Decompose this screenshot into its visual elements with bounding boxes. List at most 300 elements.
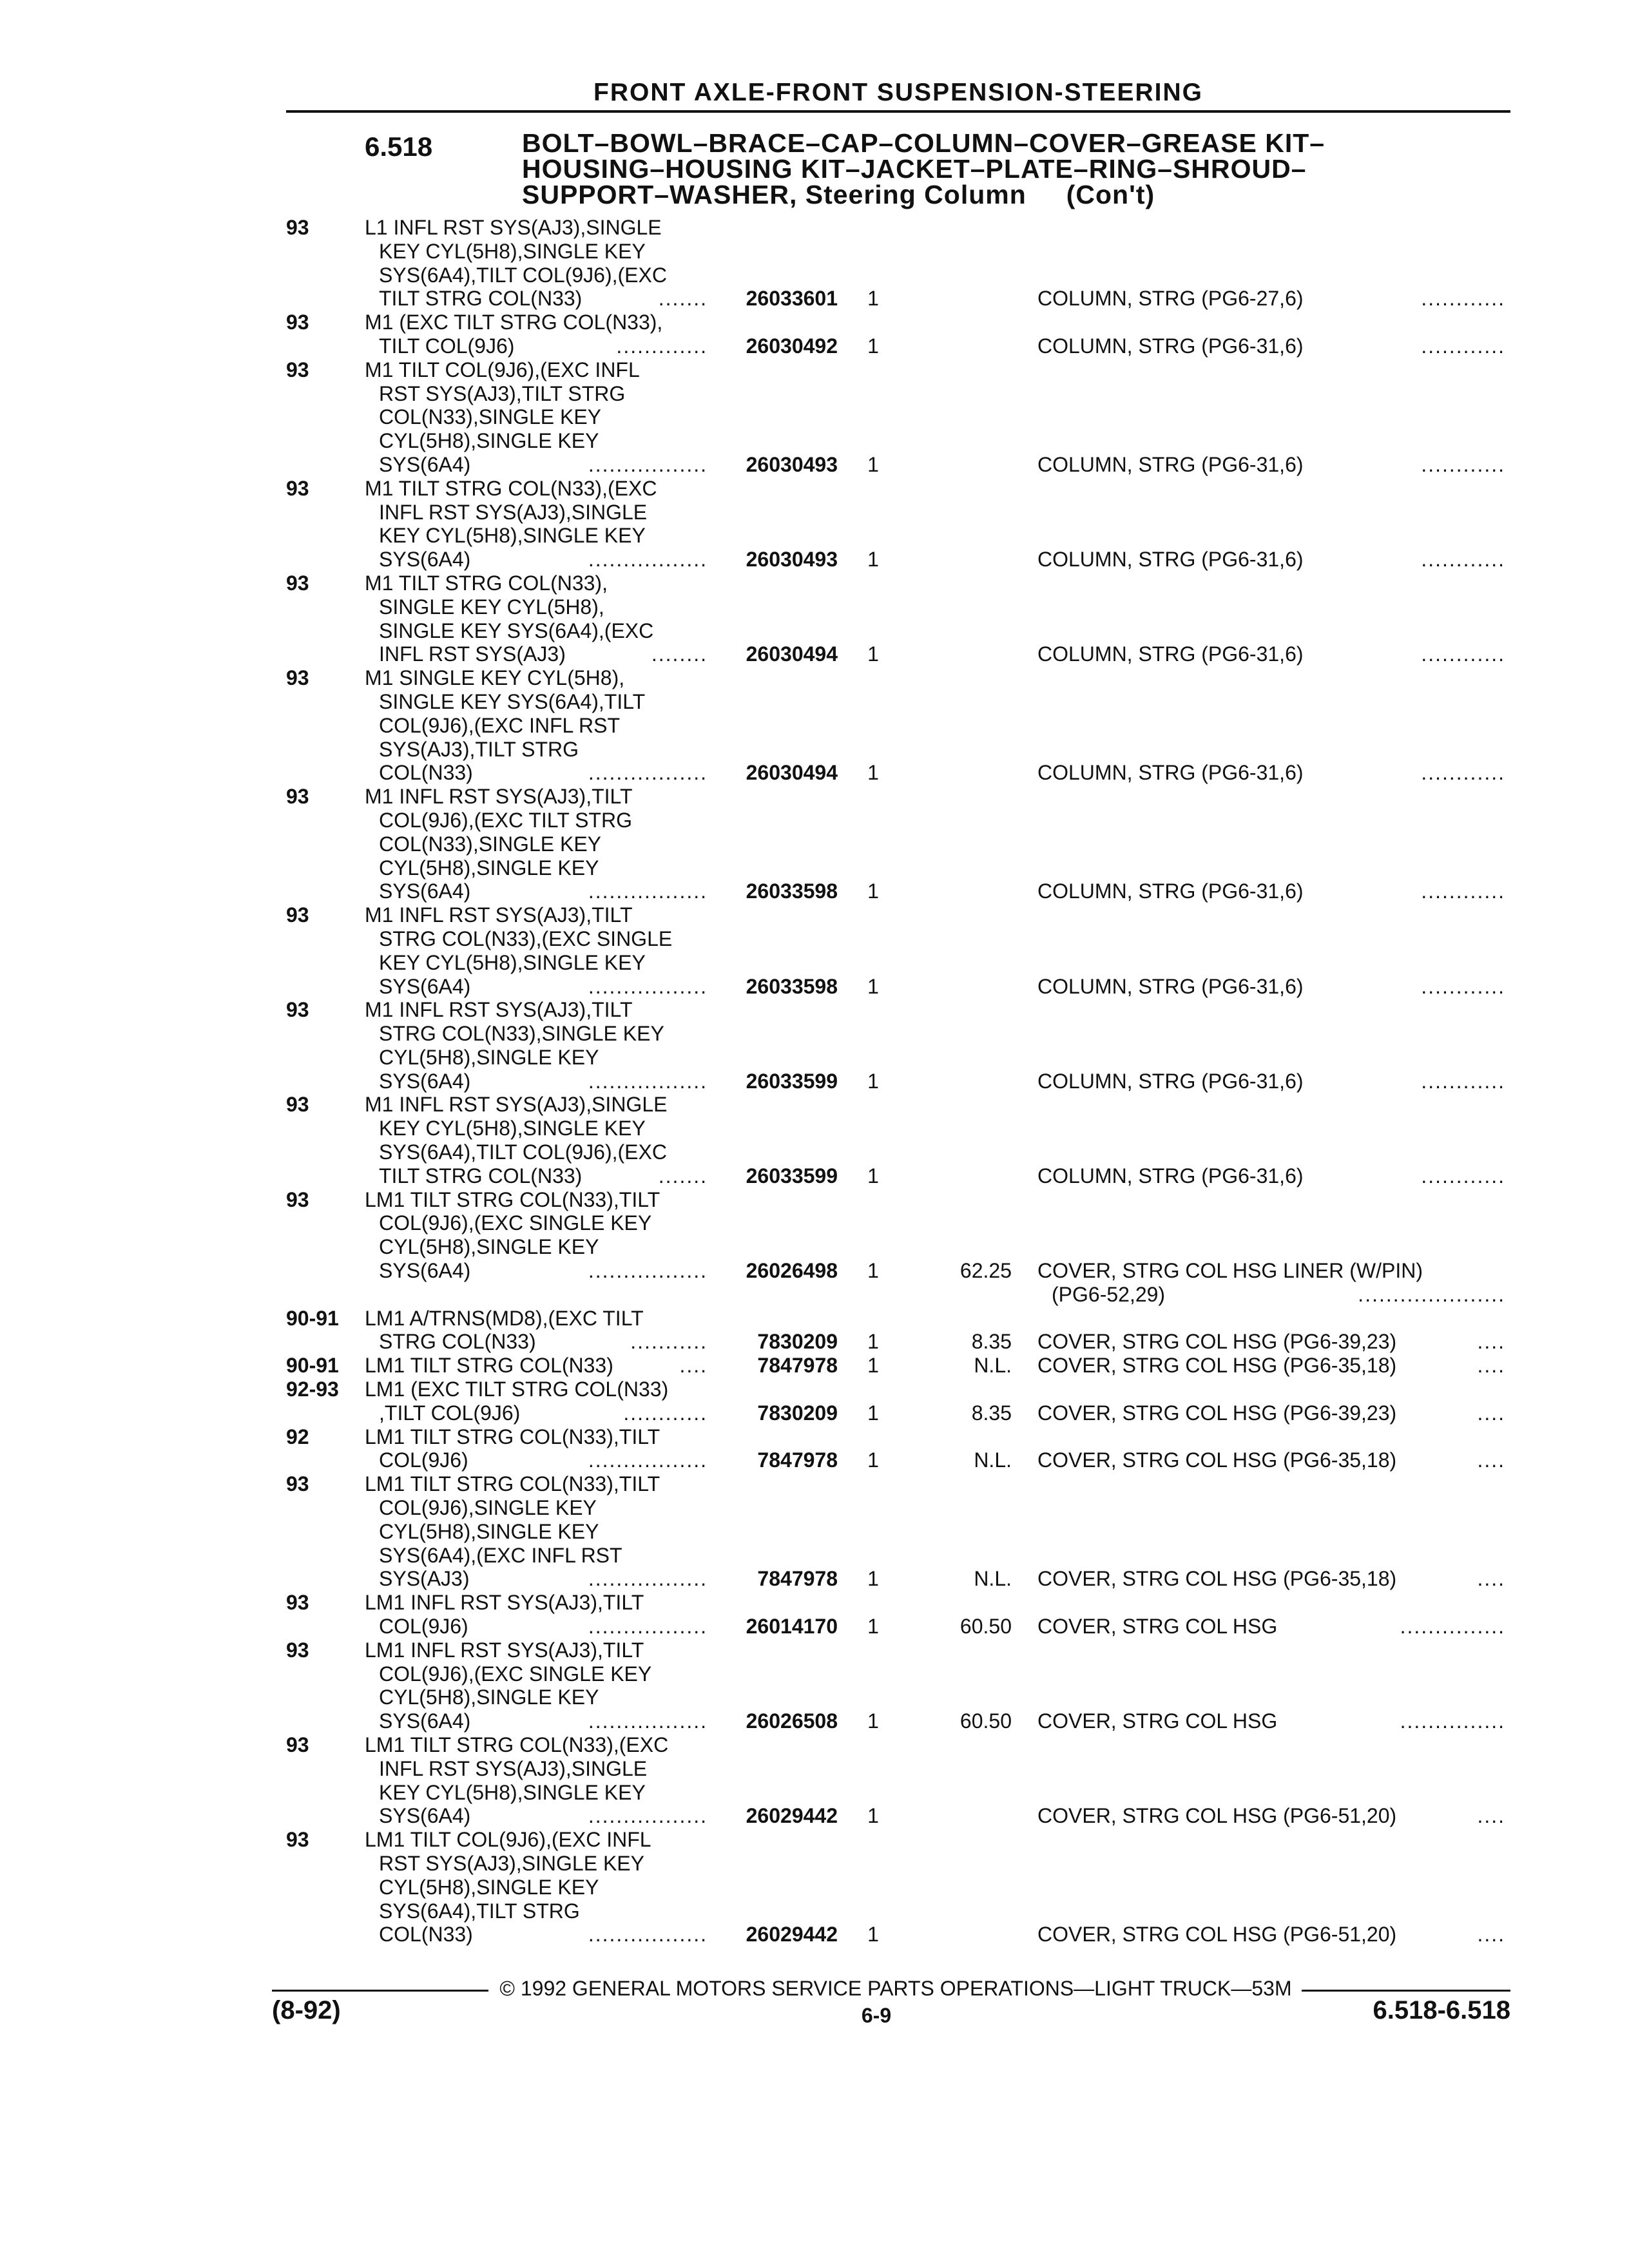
leader-dots: .................: [588, 1709, 708, 1733]
part-name: COLUMN, STRG (PG6-31,6): [1037, 334, 1304, 358]
parts-list: [0, 216, 1629, 1946]
section-title: [522, 130, 1489, 207]
usage-description: SINGLE KEY SYS(6A4),TILT: [379, 689, 646, 713]
part-name: COLUMN, STRG (PG6-31,6): [1037, 1069, 1304, 1093]
usage-description: STRG COL(N33),(EXC SINGLE: [379, 927, 673, 950]
part-name: COLUMN, STRG (PG6-31,6): [1037, 761, 1304, 785]
part-number: 26030493: [746, 452, 838, 476]
entry-line: [0, 690, 1629, 714]
usage-description: SYS(6A4): [379, 548, 471, 572]
entry-line: [0, 1876, 1629, 1899]
part-entry: [0, 358, 1629, 477]
part-number: 7830209: [757, 1401, 838, 1425]
entry-line: [0, 1615, 1629, 1639]
part-name: COLUMN, STRG (PG6-31,6): [1037, 548, 1304, 572]
usage-description: M1 TILT STRG COL(N33),(EXC: [365, 476, 657, 500]
leader-dots: ............: [1421, 334, 1505, 358]
part-name: COVER, STRG COL HSG (PG6-51,20): [1037, 1923, 1397, 1946]
usage-description: COL(9J6),(EXC SINGLE KEY: [379, 1211, 652, 1235]
usage-description: M1 INFL RST SYS(AJ3),TILT: [365, 903, 633, 927]
usage-description: L1 INFL RST SYS(AJ3),SINGLE: [365, 216, 662, 239]
usage-description: SYS(6A4): [379, 879, 471, 903]
part-entry: [0, 1307, 1629, 1354]
entry-line: [0, 809, 1629, 832]
usage-description: SYS(6A4),(EXC INFL RST: [379, 1543, 622, 1567]
usage-description: COL(9J6),(EXC INFL RST: [379, 713, 620, 737]
part-name: COVER, STRG COL HSG (PG6-35,18): [1037, 1448, 1397, 1472]
quantity: 1: [867, 287, 879, 311]
part-number: 26030494: [746, 642, 838, 666]
entry-line: [0, 1472, 1629, 1496]
entry-line: [0, 1639, 1629, 1662]
usage-description: SYS(6A4),TILT STRG: [379, 1899, 580, 1923]
entry-line: [0, 1804, 1629, 1828]
part-name: COVER, STRG COL HSG LINER (W/PIN): [1037, 1259, 1423, 1283]
leader-dots: ............: [1421, 1069, 1505, 1093]
usage-description: LM1 TILT STRG COL(N33),TILT: [365, 1425, 660, 1448]
usage-description: COL(9J6),(EXC TILT STRG: [379, 808, 632, 832]
model-year: 93: [286, 1472, 309, 1496]
usage-description: LM1 INFL RST SYS(AJ3),TILT: [365, 1638, 644, 1662]
part-name: COVER, STRG COL HSG: [1037, 1615, 1278, 1639]
entry-line: [0, 1070, 1629, 1093]
model-year: 90-91: [286, 1306, 339, 1330]
model-year: 93: [286, 571, 309, 595]
part-entry: [0, 1828, 1629, 1946]
usage-description: LM1 TILT STRG COL(N33),TILT: [365, 1472, 660, 1496]
leader-dots: .................: [588, 974, 708, 998]
price: 60.50: [959, 1615, 1012, 1639]
leader-dots: ...........: [630, 1330, 708, 1354]
entry-line: [0, 1117, 1629, 1140]
quantity: 1: [867, 879, 879, 903]
usage-description: COL(N33): [379, 1923, 473, 1946]
entry-line: [0, 1164, 1629, 1188]
entry-line: [0, 1307, 1629, 1331]
entry-line: [0, 1686, 1629, 1709]
quantity: 1: [867, 1709, 879, 1733]
entry-line: [0, 903, 1629, 927]
leader-dots: ....: [1477, 1567, 1505, 1591]
quantity: 1: [867, 1401, 879, 1425]
model-year: 93: [286, 1733, 309, 1756]
part-number: 26014170: [746, 1615, 838, 1639]
part-number: 26033599: [746, 1164, 838, 1187]
usage-description: RST SYS(AJ3),TILT STRG: [379, 381, 626, 405]
quantity: 1: [867, 1330, 879, 1354]
usage-description: M1 TILT COL(9J6),(EXC INFL: [365, 358, 640, 381]
entry-line: [0, 1733, 1629, 1757]
usage-description: KEY CYL(5H8),SINGLE KEY: [379, 524, 646, 548]
leader-dots: ....: [1477, 1401, 1505, 1425]
model-year: 93: [286, 311, 309, 334]
model-year: 93: [286, 1828, 309, 1852]
usage-description: M1 INFL RST SYS(AJ3),TILT: [365, 785, 633, 809]
usage-description: SYS(6A4): [379, 452, 471, 476]
leader-dots: .................: [588, 879, 708, 903]
entry-line: [0, 1188, 1629, 1212]
model-year: 93: [286, 1591, 309, 1615]
usage-description: M1 INFL RST SYS(AJ3),TILT: [365, 998, 633, 1022]
entry-line: [0, 287, 1629, 311]
price: N.L.: [974, 1567, 1012, 1591]
usage-description: M1 TILT STRG COL(N33),: [365, 571, 608, 595]
part-number: 26033598: [746, 974, 838, 998]
part-number: 26033598: [746, 879, 838, 903]
entry-line: [0, 666, 1629, 690]
model-year: 93: [286, 358, 309, 381]
quantity: 1: [867, 1354, 879, 1378]
quantity: 1: [867, 1615, 879, 1639]
section-title-line: BOLT–BOWL–BRACE–CAP–COLUMN–COVER–GREASE KIT–: [522, 128, 1325, 158]
entry-line: [0, 501, 1629, 524]
footer-date: (8-92): [272, 1996, 341, 2024]
entry-line: [0, 1709, 1629, 1733]
entry-line: [0, 311, 1629, 334]
usage-description: INFL RST SYS(AJ3),SINGLE: [379, 1756, 648, 1780]
entry-line: [0, 1496, 1629, 1520]
part-entry: [0, 1093, 1629, 1187]
leader-dots: ............: [623, 1401, 708, 1425]
leader-dots: .....................: [1358, 1282, 1505, 1306]
entry-line: [0, 358, 1629, 382]
page-header-title: FRONT AXLE-FRONT SUSPENSION-STEERING: [593, 79, 1203, 106]
usage-description: TILT COL(9J6): [379, 334, 515, 358]
usage-description: COL(9J6): [379, 1448, 468, 1472]
section-title-suffix: (Con't): [1066, 180, 1155, 209]
entry-line: [0, 761, 1629, 785]
quantity: 1: [867, 761, 879, 785]
model-year: 93: [286, 785, 309, 809]
usage-description: CYL(5H8),SINGLE KEY: [379, 1875, 599, 1899]
leader-dots: ...............: [1400, 1709, 1505, 1733]
part-name: COVER, STRG COL HSG (PG6-51,20): [1037, 1804, 1397, 1828]
entry-line: [0, 738, 1629, 762]
model-year: 93: [286, 666, 309, 690]
entry-line: [0, 548, 1629, 572]
leader-dots: .................: [588, 452, 708, 476]
footer-rule-right: [1302, 1990, 1510, 1992]
entry-line: [0, 1591, 1629, 1615]
leader-dots: ....: [1477, 1804, 1505, 1828]
leader-dots: .................: [588, 761, 708, 785]
quantity: 1: [867, 1448, 879, 1472]
quantity: 1: [867, 1804, 879, 1828]
part-name: COLUMN, STRG (PG6-31,6): [1037, 452, 1304, 476]
entry-line: [0, 1567, 1629, 1591]
leader-dots: ...............: [1400, 1615, 1505, 1639]
leader-dots: ............: [1421, 1164, 1505, 1187]
part-entry: [0, 1591, 1629, 1639]
entry-line: [0, 1354, 1629, 1378]
part-number: 26033599: [746, 1069, 838, 1093]
usage-description: INFL RST SYS(AJ3),SINGLE: [379, 500, 648, 524]
model-year: 92: [286, 1425, 309, 1448]
model-year: 92-93: [286, 1378, 339, 1401]
entry-line: [0, 714, 1629, 738]
entry-line: [0, 1520, 1629, 1544]
part-entry: [0, 477, 1629, 572]
entry-line: [0, 453, 1629, 477]
usage-description: SYS(6A4): [379, 974, 471, 998]
footer-section-range: 6.518-6.518: [1373, 1996, 1510, 2024]
part-number: 7847978: [757, 1448, 838, 1472]
model-year: 93: [286, 476, 309, 500]
footer-rule-left: [272, 1990, 488, 1992]
quantity: 1: [867, 1069, 879, 1093]
usage-description: LM1 (EXC TILT STRG COL(N33): [365, 1378, 669, 1401]
part-entry: [0, 903, 1629, 998]
entry-line: [0, 1852, 1629, 1876]
usage-description: SYS(6A4),TILT COL(9J6),(EXC: [379, 263, 667, 287]
leader-dots: .............: [616, 334, 708, 358]
part-number: 26026508: [746, 1709, 838, 1733]
part-name: COLUMN, STRG (PG6-27,6): [1037, 287, 1304, 311]
part-name: COVER, STRG COL HSG (PG6-35,18): [1037, 1567, 1397, 1591]
model-year: 93: [286, 1093, 309, 1117]
leader-dots: ............: [1421, 761, 1505, 785]
entry-line: [0, 524, 1629, 548]
quantity: 1: [867, 974, 879, 998]
entry-line: [0, 1022, 1629, 1046]
usage-description: STRG COL(N33): [379, 1330, 536, 1354]
entry-line: [0, 879, 1629, 903]
usage-description: LM1 TILT STRG COL(N33),TILT: [365, 1187, 660, 1211]
part-name: COVER, STRG COL HSG (PG6-39,23): [1037, 1401, 1397, 1425]
entry-line: [0, 975, 1629, 999]
entry-line: [0, 1662, 1629, 1686]
quantity: 1: [867, 1567, 879, 1591]
usage-description: COL(N33),SINGLE KEY: [379, 405, 601, 429]
model-year: 93: [286, 998, 309, 1022]
entry-line: [0, 1211, 1629, 1235]
entry-line: [0, 477, 1629, 501]
usage-description: TILT STRG COL(N33): [379, 1164, 583, 1187]
usage-description: TILT STRG COL(N33): [379, 287, 583, 311]
part-number: 26030493: [746, 548, 838, 572]
entry-line: [0, 429, 1629, 453]
usage-description: M1 (EXC TILT STRG COL(N33),: [365, 311, 663, 334]
leader-dots: .................: [588, 548, 708, 572]
usage-description: LM1 TILT STRG COL(N33): [365, 1354, 613, 1378]
section-title-line: [522, 182, 1489, 207]
entry-line: [0, 1899, 1629, 1923]
part-entry: [0, 1733, 1629, 1828]
price: N.L.: [974, 1354, 1012, 1378]
header-rule: [286, 110, 1510, 113]
part-entry: [0, 998, 1629, 1093]
part-entry: [0, 666, 1629, 785]
part-name: COVER, STRG COL HSG (PG6-39,23): [1037, 1330, 1397, 1354]
entry-line: [0, 240, 1629, 264]
entry-line: [0, 1401, 1629, 1425]
part-entry: [0, 785, 1629, 903]
leader-dots: .......: [658, 287, 708, 311]
usage-description: CYL(5H8),SINGLE KEY: [379, 1686, 599, 1709]
leader-dots: .......: [658, 1164, 708, 1187]
leader-dots: ............: [1421, 974, 1505, 998]
usage-description: LM1 TILT STRG COL(N33),(EXC: [365, 1733, 669, 1756]
entry-line: [0, 642, 1629, 666]
quantity: 1: [867, 1259, 879, 1283]
entry-line: [0, 1046, 1629, 1070]
quantity: 1: [867, 334, 879, 358]
usage-description: RST SYS(AJ3),SINGLE KEY: [379, 1851, 644, 1875]
entry-line: [0, 1378, 1629, 1401]
quantity: 1: [867, 452, 879, 476]
entry-line: [0, 856, 1629, 880]
part-entry: [0, 1378, 1629, 1425]
price: N.L.: [974, 1448, 1012, 1472]
leader-dots: .................: [588, 1259, 708, 1283]
section-number: 6.518: [365, 131, 433, 162]
leader-dots: ....: [1477, 1448, 1505, 1472]
usage-description: KEY CYL(5H8),SINGLE KEY: [379, 239, 646, 263]
entry-line: [0, 595, 1629, 619]
part-name: COVER, STRG COL HSG: [1037, 1709, 1278, 1733]
usage-description: CYL(5H8),SINGLE KEY: [379, 1235, 599, 1259]
usage-description: LM1 INFL RST SYS(AJ3),TILT: [365, 1591, 644, 1615]
leader-dots: ............: [1421, 452, 1505, 476]
part-name: COLUMN, STRG (PG6-31,6): [1037, 974, 1304, 998]
usage-description: LM1 A/TRNS(MD8),(EXC TILT: [365, 1306, 644, 1330]
entry-line: [0, 1828, 1629, 1852]
leader-dots: ............: [1421, 879, 1505, 903]
model-year: 93: [286, 1187, 309, 1211]
part-number: 7830209: [757, 1330, 838, 1354]
entry-line: [0, 619, 1629, 643]
entry-line: [0, 927, 1629, 951]
usage-description: SINGLE KEY CYL(5H8),: [379, 595, 604, 619]
entry-line: [0, 216, 1629, 240]
entry-line: [0, 405, 1629, 429]
part-entry: [0, 1354, 1629, 1378]
leader-dots: ............: [1421, 548, 1505, 572]
usage-description: COL(9J6),(EXC SINGLE KEY: [379, 1662, 652, 1686]
entry-line: [0, 1923, 1629, 1946]
part-name: COLUMN, STRG (PG6-31,6): [1037, 1164, 1304, 1187]
usage-description: SYS(6A4): [379, 1259, 471, 1283]
entry-line: [0, 1330, 1629, 1354]
part-entry: [0, 311, 1629, 358]
part-entry: [0, 1425, 1629, 1473]
model-year: 90-91: [286, 1354, 339, 1378]
leader-dots: ....: [679, 1354, 708, 1378]
part-name: COVER, STRG COL HSG (PG6-35,18): [1037, 1354, 1397, 1378]
usage-description: SINGLE KEY SYS(6A4),(EXC: [379, 619, 654, 642]
usage-description: SYS(6A4): [379, 1069, 471, 1093]
part-entry: [0, 572, 1629, 666]
usage-description: SYS(6A4): [379, 1804, 471, 1828]
leader-dots: .................: [588, 1615, 708, 1639]
entry-line: [0, 998, 1629, 1022]
entry-line: [0, 264, 1629, 287]
usage-description: COL(9J6): [379, 1615, 468, 1639]
leader-dots: .................: [588, 1923, 708, 1946]
entry-line: [0, 1544, 1629, 1568]
leader-dots: ....: [1477, 1923, 1505, 1946]
entry-line: [0, 1235, 1629, 1259]
entry-line: [0, 572, 1629, 595]
entry-line: [0, 1448, 1629, 1472]
leader-dots: .................: [588, 1804, 708, 1828]
price: 8.35: [971, 1401, 1012, 1425]
entry-line: [0, 1757, 1629, 1781]
part-number: 7847978: [757, 1567, 838, 1591]
usage-description: KEY CYL(5H8),SINGLE KEY: [379, 950, 646, 974]
part-number: 26026498: [746, 1259, 838, 1283]
part-name: COLUMN, STRG (PG6-31,6): [1037, 642, 1304, 666]
leader-dots: ....: [1477, 1354, 1505, 1378]
usage-description: SYS(6A4),TILT COL(9J6),(EXC: [379, 1140, 667, 1164]
leader-dots: .................: [588, 1448, 708, 1472]
leader-dots: .................: [588, 1069, 708, 1093]
footer-page-number: 6-9: [861, 2004, 892, 2027]
usage-description: ,TILT COL(9J6): [379, 1401, 521, 1425]
usage-description: CYL(5H8),SINGLE KEY: [379, 1045, 599, 1069]
leader-dots: ....: [1477, 1330, 1505, 1354]
part-number: 7847978: [757, 1354, 838, 1378]
part-entry: [0, 1472, 1629, 1591]
usage-description: COL(N33): [379, 761, 473, 785]
leader-dots: ............: [1421, 642, 1505, 666]
entry-line: [0, 1283, 1629, 1307]
price: 8.35: [971, 1330, 1012, 1354]
usage-description: COL(9J6),SINGLE KEY: [379, 1496, 597, 1520]
entry-line: [0, 334, 1629, 358]
usage-description: M1 SINGLE KEY CYL(5H8),: [365, 666, 625, 690]
leader-dots: ............: [1421, 287, 1505, 311]
usage-description: COL(N33),SINGLE KEY: [379, 832, 601, 856]
model-year: 93: [286, 903, 309, 927]
entry-line: [0, 1425, 1629, 1449]
part-number: 26033601: [746, 287, 838, 311]
part-entry: [0, 216, 1629, 311]
usage-description: KEY CYL(5H8),SINGLE KEY: [379, 1117, 646, 1140]
usage-description: SYS(6A4): [379, 1709, 471, 1733]
entry-line: [0, 1093, 1629, 1117]
price: 60.50: [959, 1709, 1012, 1733]
usage-description: SYS(AJ3): [379, 1567, 470, 1591]
usage-description: INFL RST SYS(AJ3): [379, 642, 566, 666]
usage-description: LM1 TILT COL(9J6),(EXC INFL: [365, 1828, 651, 1852]
usage-description: KEY CYL(5H8),SINGLE KEY: [379, 1780, 646, 1804]
entry-line: [0, 785, 1629, 809]
quantity: 1: [867, 642, 879, 666]
quantity: 1: [867, 1164, 879, 1187]
entry-line: [0, 951, 1629, 975]
part-number: 26029442: [746, 1923, 838, 1946]
part-name: COLUMN, STRG (PG6-31,6): [1037, 879, 1304, 903]
entry-line: [0, 1140, 1629, 1164]
usage-description: CYL(5H8),SINGLE KEY: [379, 856, 599, 879]
part-entry: [0, 1639, 1629, 1733]
usage-description: M1 INFL RST SYS(AJ3),SINGLE: [365, 1093, 668, 1117]
footer-copyright: © 1992 GENERAL MOTORS SERVICE PARTS OPERATIONS—LIGHT TRUCK—53M: [499, 1977, 1292, 2000]
entry-line: [0, 832, 1629, 856]
leader-dots: .................: [588, 1567, 708, 1591]
model-year: 93: [286, 216, 309, 239]
section-title-line: HOUSING–HOUSING KIT–JACKET–PLATE–RING–SHROUD–: [522, 154, 1307, 184]
price: 62.25: [959, 1259, 1012, 1283]
part-entry: [0, 1188, 1629, 1307]
quantity: 1: [867, 1923, 879, 1946]
leader-dots: ........: [651, 642, 708, 666]
usage-description: CYL(5H8),SINGLE KEY: [379, 1519, 599, 1543]
entry-line: [0, 1781, 1629, 1805]
usage-description: CYL(5H8),SINGLE KEY: [379, 429, 599, 453]
part-number: 26029442: [746, 1804, 838, 1828]
